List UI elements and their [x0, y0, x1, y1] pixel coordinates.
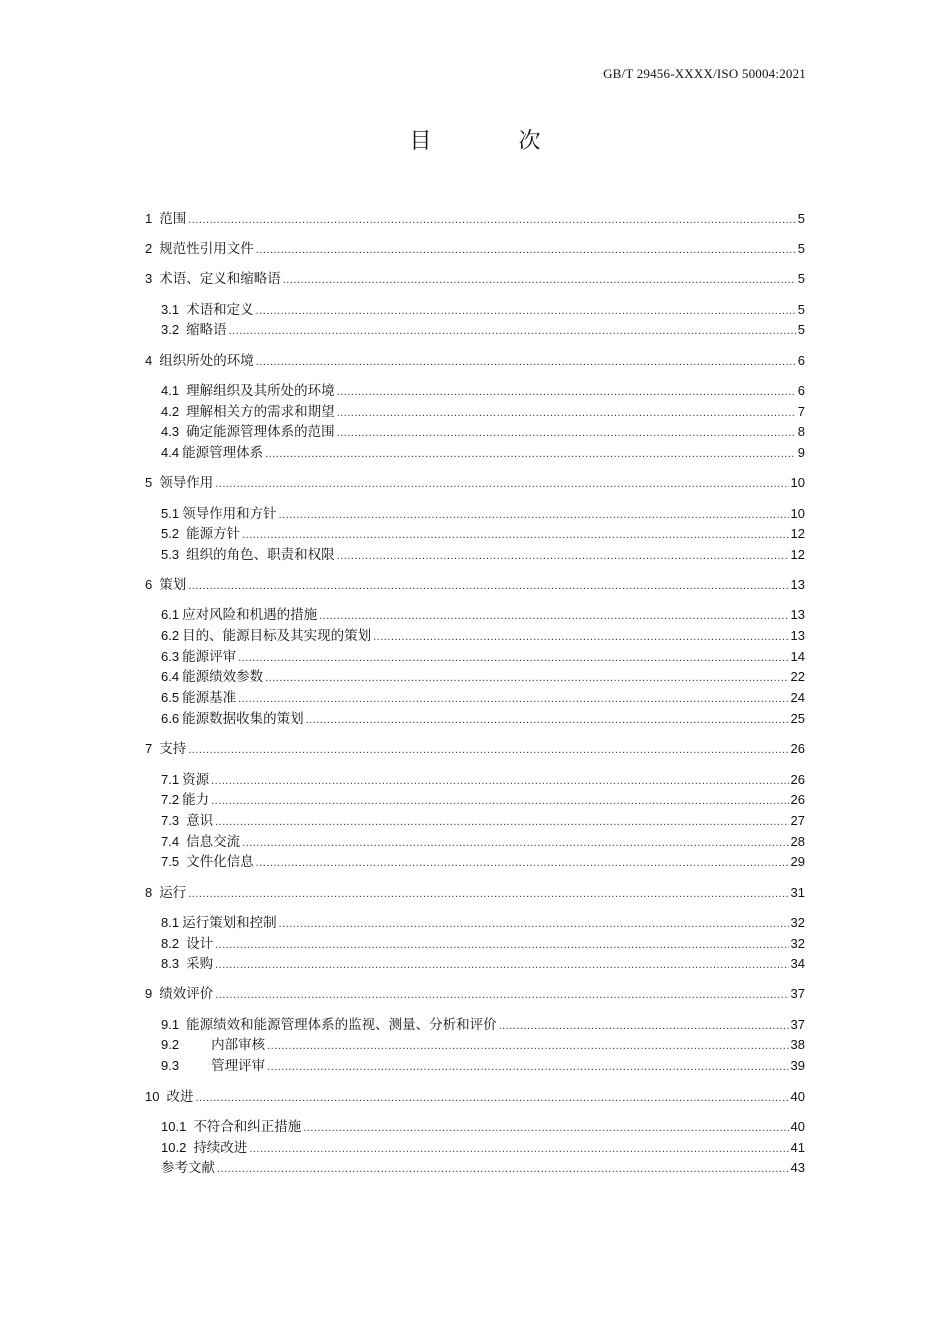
toc-entry[interactable]: 3.1 术语和定义 ..... 5	[161, 300, 805, 320]
toc-entry[interactable]: 4.3 确定能源管理体系的范围 ..... 8	[161, 422, 805, 442]
toc-entry[interactable]: 8.3 采购 ..... 34	[161, 954, 805, 974]
toc-entry[interactable]: 7.5 文件化信息 ..... 29	[161, 852, 805, 872]
toc-entry[interactable]: 8.2 设计 ..... 32	[161, 934, 805, 954]
toc-entry[interactable]: 6.1 应对风险和机遇的措施 ..... 13	[161, 605, 805, 625]
toc-entry[interactable]: 6.6 能源数据收集的策划 ..... 25	[161, 709, 805, 729]
toc-entry[interactable]: 5.3 组织的角色、职责和权限 ..... 12	[161, 545, 805, 565]
toc-entry[interactable]: 3.2 缩略语 ..... 5	[161, 320, 805, 340]
toc-entry[interactable]: 5.2 能源方针 ..... 12	[161, 524, 805, 544]
toc-entry[interactable]: 9.3 管理评审 ..... 39	[161, 1056, 805, 1076]
toc-entry[interactable]: 6.4 能源绩效参数 ..... 22	[161, 667, 805, 687]
toc-entry[interactable]: 7.2 能力 ..... 26	[161, 790, 805, 810]
toc-entry[interactable]: 6.5 能源基准 ..... 24	[161, 688, 805, 708]
toc-entry[interactable]: 4.4 能源管理体系 ..... 9	[161, 443, 805, 463]
toc-entry[interactable]: 2 规范性引用文件 ..... 5	[145, 239, 805, 259]
toc-entry[interactable]: 6.2 目的、能源目标及其实现的策划 ..... 13	[161, 626, 805, 646]
toc-entry[interactable]: 5 领导作用 ..... 10	[145, 473, 805, 493]
toc-entry[interactable]: 9 绩效评价 ..... 37	[145, 984, 805, 1004]
toc-entry[interactable]: 7.4 信息交流 ..... 28	[161, 832, 805, 852]
toc-entry[interactable]: 1 范围 ..... 5	[145, 209, 805, 229]
toc-entry[interactable]: 4.2 理解相关方的需求和期望 ..... 7	[161, 402, 805, 422]
toc-entry[interactable]: 6.3 能源评审 ..... 14	[161, 647, 805, 667]
toc-entry[interactable]: 10.1 不符合和纠正措施 ..... 40	[161, 1117, 805, 1137]
toc-entry[interactable]: 7.3 意识 ..... 27	[161, 811, 805, 831]
toc-entry[interactable]: 5.1 领导作用和方针 ..... 10	[161, 504, 805, 524]
toc-entry[interactable]: 7 支持 ..... 26	[145, 739, 805, 759]
toc-entry[interactable]: 8.1 运行策划和控制 ..... 32	[161, 913, 805, 933]
toc-entry[interactable]: 10.2 持续改进 ..... 41	[161, 1138, 805, 1158]
toc-entry-references[interactable]: 参考文献 ..... 43	[161, 1158, 805, 1178]
toc-entry[interactable]: 6 策划 ..... 13	[145, 575, 805, 595]
toc-entry[interactable]: 9.2 内部审核 ..... 38	[161, 1035, 805, 1055]
toc-entry[interactable]: 10 改进 ..... 40	[145, 1087, 805, 1107]
toc-entry[interactable]: 7.1 资源 ..... 26	[161, 770, 805, 790]
document-code-header: GB/T 29456-XXXX/ISO 50004:2021	[603, 66, 806, 81]
toc-entry[interactable]: 8 运行 ..... 31	[145, 883, 805, 903]
toc-entry[interactable]: 9.1 能源绩效和能源管理体系的监视、测量、分析和评价 ..... 37	[161, 1015, 805, 1035]
toc-entry[interactable]: 4.1 理解组织及其所处的环境 ..... 6	[161, 381, 805, 401]
page-title: 目 次	[409, 129, 581, 154]
toc-entry[interactable]: 3 术语、定义和缩略语 ..... 5	[145, 269, 805, 289]
toc-entry[interactable]: 4 组织所处的环境 ..... 6	[145, 351, 805, 371]
